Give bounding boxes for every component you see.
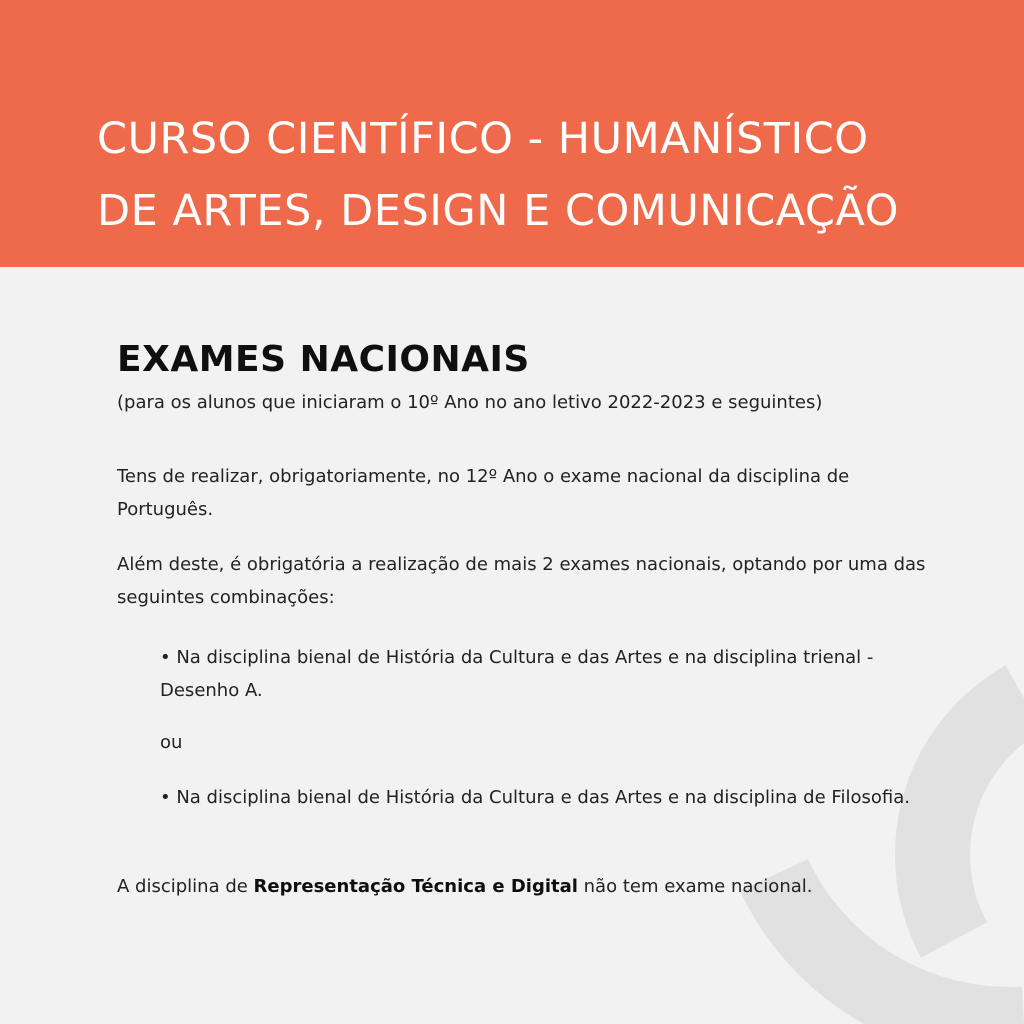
paragraph-no-exam-note (117, 870, 937, 903)
section-title: EXAMES NACIONAIS (117, 339, 530, 380)
note-prefix: A disciplina de (117, 876, 254, 897)
list-item-option-1: • Na disciplina bienal de História da Cultura e das Artes e na disciplina trienal - Desenho A. (160, 647, 874, 701)
section-subtitle: (para os alunos que iniciaram o 10º Ano no ano letivo 2022-2023 e seguintes) (117, 392, 823, 413)
note-subject-name: Representação Técnica e Digital (253, 876, 578, 897)
header-banner (0, 0, 1024, 267)
note-suffix: não tem exame nacional. (577, 876, 813, 897)
paragraph-portuguese-exam: Tens de realizar, obrigatoriamente, no 12º Ano o exame nacional da disciplina de Português. (117, 466, 850, 520)
paragraph-additional-exams: Além deste, é obrigatória a realização de mais 2 exames nacionais, optando por uma das seguintes combinações: (117, 554, 926, 608)
header-title-line-1: CURSO CIENTÍFICO - HUMANÍSTICO (97, 114, 869, 164)
option-separator: ou (160, 732, 183, 753)
header-title-line-2: DE ARTES, DESIGN E COMUNICAÇÃO (97, 186, 899, 236)
list-item-option-2: • Na disciplina bienal de História da Cultura e das Artes e na disciplina de Filosofia. (160, 787, 910, 808)
